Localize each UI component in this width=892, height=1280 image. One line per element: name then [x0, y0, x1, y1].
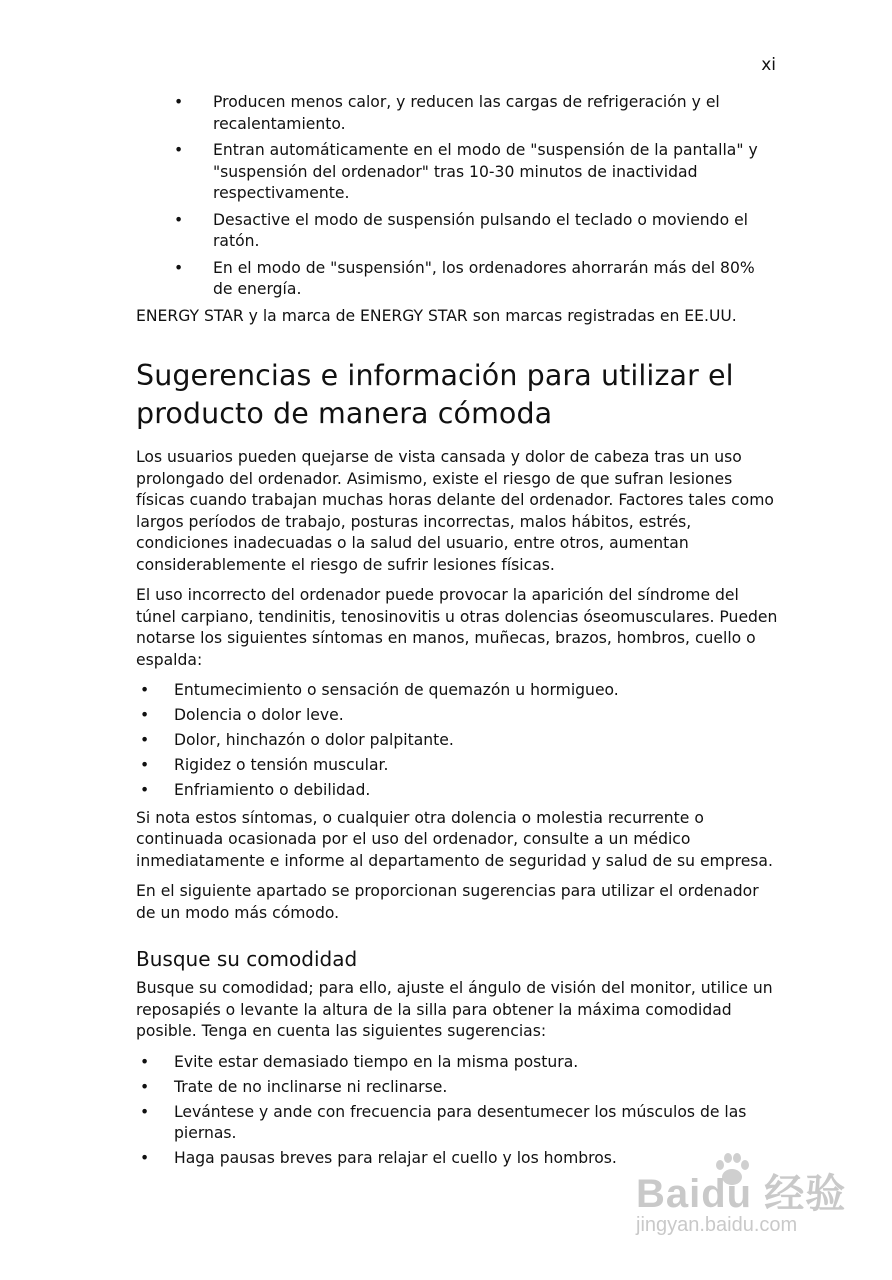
bullet-icon: • — [140, 681, 150, 699]
bullet-icon: • — [140, 1077, 150, 1096]
paragraph: Busque su comodidad; para ello, ajuste el ángulo de visión del monitor, utilice un reposapiés o levante la altura de la silla para obtener la máxima comodidad posible. Tenga en cuenta las siguientes sugerencias: — [136, 979, 773, 1040]
list-item: • Desactive el modo de suspensión pulsando el teclado o moviendo el ratón. — [174, 210, 748, 250]
paragraph: Los usuarios pueden quejarse de vista cansada y dolor de cabeza tras un uso prolongado del ordenador. Asimismo, existe el riesgo de que sufran lesiones físicas cuando trabajan muchas horas delante del ordenador. Factores tales como largos períodos de trabajo, posturas incorrectas, malos hábitos, estrés, condiciones inadecuadas o la salud del usuario, entre otros, aumentan considerablemente el riesgo de sufrir lesiones físicas. — [136, 448, 774, 574]
bullet-icon: • — [140, 731, 150, 749]
bullet-icon: • — [140, 1149, 150, 1167]
list-item: • Enfriamiento o debilidad. — [136, 780, 778, 802]
list-item: • Entran automáticamente en el modo de "suspensión de la pantalla" y "suspensión del ordenador" tras 10-30 minutos de inactividad respectivamente. — [174, 141, 758, 202]
energy-star-trademark-note: ENERGY STAR y la marca de ENERGY STAR son marcas registradas en EE.UU. — [136, 306, 737, 325]
paragraph: Si nota estos síntomas, o cualquier otra dolencia o molestia recurrente o continuada ocasionada por el uso del ordenador, consulte a un médico inmediatamente e informe al departamento de seguridad y salud de su empresa. — [136, 808, 773, 870]
list-item: • Evite estar demasiado tiempo en la misma postura. — [136, 1052, 778, 1074]
bullet-icon: • — [140, 1102, 150, 1121]
page-number: xi — [761, 55, 776, 75]
subsection-title: Busque su comodidad — [136, 947, 358, 971]
bullet-icon: • — [140, 756, 150, 774]
section-title: Sugerencias e información para utilizar el producto de manera cómoda — [136, 359, 734, 430]
list-item: • Rigidez o tensión muscular. — [136, 755, 778, 777]
bullet-icon: • — [174, 93, 184, 111]
energy-star-bullet-list — [136, 92, 778, 301]
list-item: • Dolor, hinchazón o dolor palpitante. — [136, 730, 778, 752]
paragraph: El uso incorrecto del ordenador puede provocar la aparición del síndrome del túnel carpiano, tendinitis, tenosinovitis u otras dolencias óseomusculares. Pueden notarse los siguientes síntomas en manos, muñecas, brazos, hombros, cuello o espalda: — [136, 586, 778, 669]
symptoms-list — [136, 680, 778, 802]
list-item: • Entumecimiento o sensación de quemazón u hormigueo. — [136, 680, 778, 702]
list-item: • Levántese y ande con frecuencia para desentumecer los músculos de las piernas. — [140, 1102, 747, 1142]
list-item: • Haga pausas breves para relajar el cuello y los hombros. — [136, 1148, 778, 1170]
bullet-icon: • — [174, 141, 184, 159]
bullet-icon: • — [174, 258, 184, 277]
list-item: • En el modo de "suspensión", los ordenadores ahorrarán más del 80% de energía. — [174, 258, 755, 298]
watermark-brand: Baidu 经验 — [636, 1172, 847, 1216]
bullet-icon: • — [174, 210, 184, 229]
document-body — [136, 92, 778, 1173]
bullet-icon: • — [140, 1052, 150, 1071]
list-item: • Trate de no inclinarse ni reclinarse. — [136, 1077, 778, 1099]
list-item: • Producen menos calor, y reducen las cargas de refrigeración y el recalentamiento. — [174, 93, 720, 133]
list-item: • Dolencia o dolor leve. — [136, 705, 778, 727]
paragraph: En el siguiente apartado se proporcionan sugerencias para utilizar el ordenador de un modo más cómodo. — [136, 882, 759, 922]
baidu-watermark — [636, 1150, 866, 1250]
bullet-icon: • — [140, 781, 150, 799]
watermark-url: jingyan.baidu.com — [636, 1214, 798, 1236]
bullet-icon: • — [140, 706, 150, 724]
